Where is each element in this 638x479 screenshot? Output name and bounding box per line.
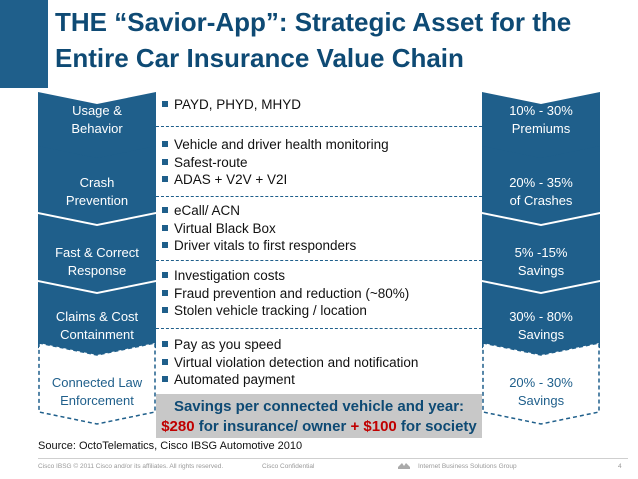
savings-summary-box [156,394,482,438]
list-item [156,336,482,354]
page-number: 4 [618,463,622,470]
middle-block-5 [156,336,482,389]
item-text: Automated payment [174,372,295,387]
footer-group-name: Internet Business Solutions Group [418,463,517,470]
right-chevron-label-2b: of Crashes [509,193,573,208]
left-chevron-label-5b: Enforcement [60,393,134,408]
bullet-icon [162,359,168,365]
bullet-icon [162,176,168,182]
list-item [156,371,482,389]
left-chevron-label-5a: Connected Law [51,375,143,390]
source-note: Source: OctoTelematics, Cisco IBSG Automotive 2010 [38,440,303,452]
item-text: Driver vitals to first responders [174,238,357,253]
footer-copyright: Cisco IBSG © 2011 Cisco and/or its affiliates. All rights reserved. [38,463,224,470]
item-text: Fraud prevention and reduction (~80%) [174,285,410,301]
middle-content [156,92,482,420]
footer-divider [38,458,628,459]
savings-values [156,417,482,437]
list-item [156,220,482,238]
right-chevron-label-3b: Savings [517,263,565,278]
right-chevron-label-5a: 20% - 30% [509,375,573,390]
bullet-icon [162,290,168,296]
left-chevron-label-2a: Crash [79,175,115,190]
left-chevron-label-2b: Prevention [65,193,129,208]
list-item [156,237,482,255]
right-chevron-label-4a: 30% - 80% [509,309,573,324]
slide-title: THE “Savior-App”: Strategic Asset for the Entire Car Insurance Value Chain [55,7,572,73]
right-chevron-law [482,342,600,422]
list-item [156,354,482,372]
bullet-icon [162,307,168,313]
item-text: Safest-route [174,154,248,170]
bullet-icon [162,207,168,213]
savings-society-amount: + $100 [350,418,397,435]
middle-block-3 [156,202,482,255]
item-text: ADAS + V2V + V2I [174,172,288,187]
item-text: Virtual violation detection and notification [174,354,419,370]
item-text: Vehicle and driver health monitoring [174,137,389,152]
item-text: Investigation costs [174,268,286,283]
left-chevron-label-1b: Behavior [71,121,123,136]
item-text: Stolen vehicle tracking / location [174,303,367,318]
savings-owner-amount: $280 [161,418,195,435]
bullet-icon [162,159,168,165]
right-chevron-label-3a: 5% -15% [514,245,568,260]
right-chevron-label-4b: Savings [517,327,565,342]
divider [156,260,482,261]
item-text: PAYD, PHYD, MHYD [174,97,302,112]
middle-block-2 [156,136,482,189]
savings-heading: Savings per connected vehicle and year: [173,398,465,415]
bullet-icon [162,225,168,231]
list-item [156,154,482,172]
bullet-icon [162,141,168,147]
divider [156,328,482,329]
bullet-icon [162,242,168,248]
divider [156,126,482,127]
footer-confidential: Cisco Confidential [262,463,315,470]
left-chevron-label-3a: Fast & Correct [55,245,139,260]
bridge-logo-icon [398,462,410,470]
title-bar [0,0,638,88]
list-item [156,96,482,114]
list-item [156,285,482,303]
left-chevron-label-4a: Claims & Cost [55,309,139,324]
bullet-icon [162,341,168,347]
item-text: eCall/ ACN [174,203,241,218]
list-item [156,171,482,189]
right-chevron-label-2a: 20% - 35% [509,175,573,190]
middle-block-4 [156,267,482,320]
bullet-icon [162,272,168,278]
item-text: Pay as you speed [174,337,282,352]
divider [156,196,482,197]
left-chevron-label-1a: Usage & [72,103,122,118]
bullet-icon [162,376,168,382]
left-chevron-law [38,342,156,422]
right-chevron-label-5b: Savings [517,393,565,408]
left-chevron-label-4b: Containment [60,327,134,342]
right-chevron-label-1b: Premiums [511,121,571,136]
left-chevron-label-3b: Response [67,263,127,278]
savings-owner-label: for insurance/ owner [194,418,351,435]
title-accent-bar [0,0,48,88]
savings-society-label: for society [396,418,477,435]
list-item [156,302,482,320]
list-item [156,136,482,154]
right-chevron-label-1a: 10% - 30% [509,103,573,118]
item-text: Virtual Black Box [174,220,276,236]
list-item [156,267,482,285]
middle-block-1 [156,96,482,114]
bullet-icon [162,101,168,107]
list-item [156,202,482,220]
